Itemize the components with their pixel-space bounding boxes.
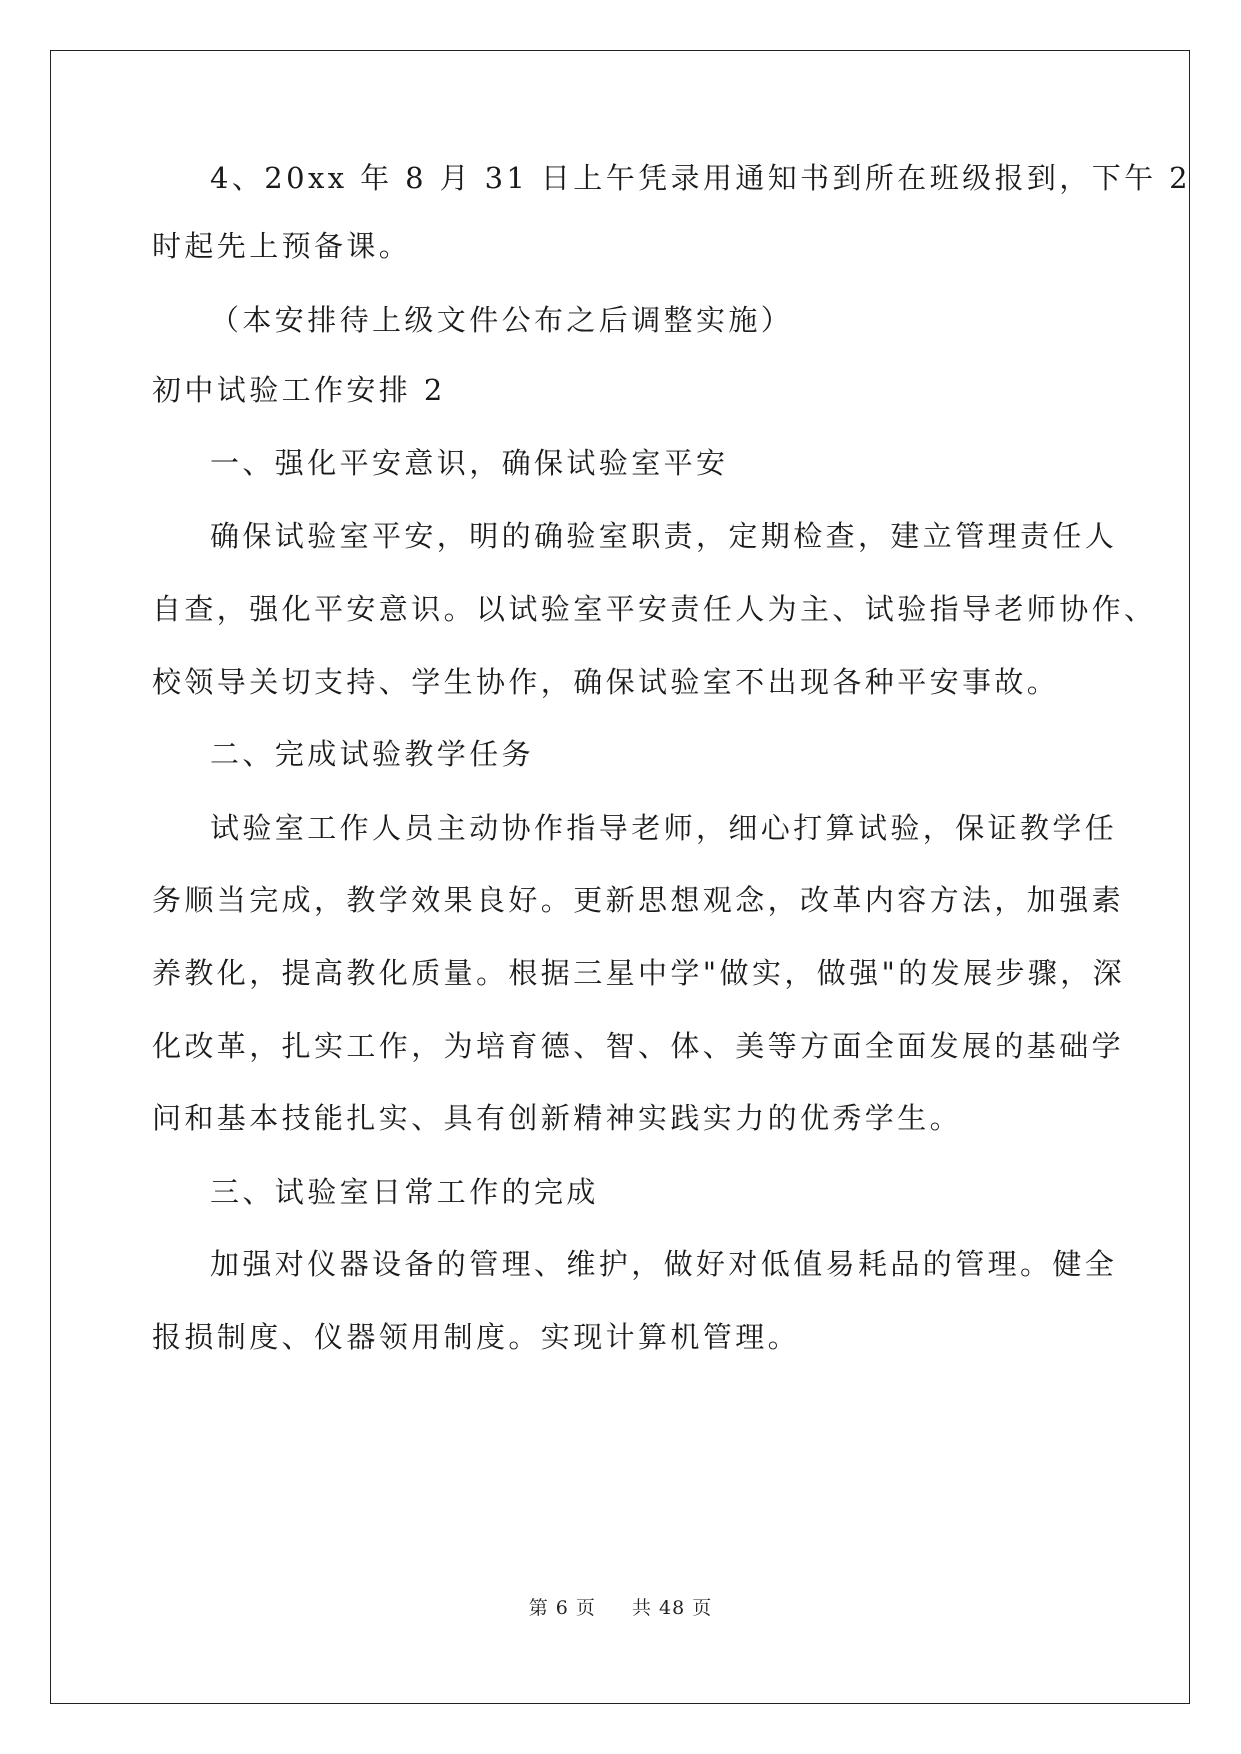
section-title: 初中试验工作安排 2 <box>152 373 446 407</box>
paragraph-line: 试验室工作人员主动协作指导老师，细心打算试验，保证教学任 <box>210 811 1118 845</box>
page-footer <box>0 1593 1241 1620</box>
section-heading: 三、试验室日常工作的完成 <box>210 1175 599 1209</box>
section-heading: 一、强化平安意识，确保试验室平安 <box>210 446 729 480</box>
page-number: 第 6 页 <box>528 1597 596 1619</box>
paragraph-line: 报损制度、仪器领用制度。实现计算机管理。 <box>152 1320 801 1354</box>
paragraph-line: 问和基本技能扎实、具有创新精神实践实力的优秀学生。 <box>152 1101 963 1135</box>
paragraph-line: （本安排待上级文件公布之后调整实施） <box>210 303 794 337</box>
paragraph-line: 务顺当完成，教学效果良好。更新思想观念，改革内容方法，加强素 <box>152 883 1125 917</box>
paragraph-line: 自查，强化平安意识。以试验室平安责任人为主、试验指导老师协作、 <box>152 592 1157 626</box>
paragraph-line: 校领导关切支持、学生协作，确保试验室不出现各种平安事故。 <box>152 665 1060 699</box>
section-heading: 二、完成试验教学任务 <box>210 737 535 771</box>
paragraph-line: 确保试验室平安，明的确验室职责，定期检查，建立管理责任人 <box>210 519 1118 553</box>
paragraph-line: 时起先上预备课。 <box>152 229 412 263</box>
page-total: 共 48 页 <box>632 1597 713 1619</box>
page-border <box>50 50 1190 1704</box>
paragraph-line: 化改革，扎实工作，为培育德、智、体、美等方面全面发展的基础学 <box>152 1029 1125 1063</box>
paragraph-line: 养教化，提高教化质量。根据三星中学"做实，做强"的发展步骤，深 <box>152 956 1126 990</box>
paragraph-line: 4、20xx 年 8 月 31 日上午凭录用通知书到所在班级报到，下午 2 <box>210 161 1191 195</box>
paragraph-line: 加强对仪器设备的管理、维护，做好对低值易耗品的管理。健全 <box>210 1247 1118 1281</box>
